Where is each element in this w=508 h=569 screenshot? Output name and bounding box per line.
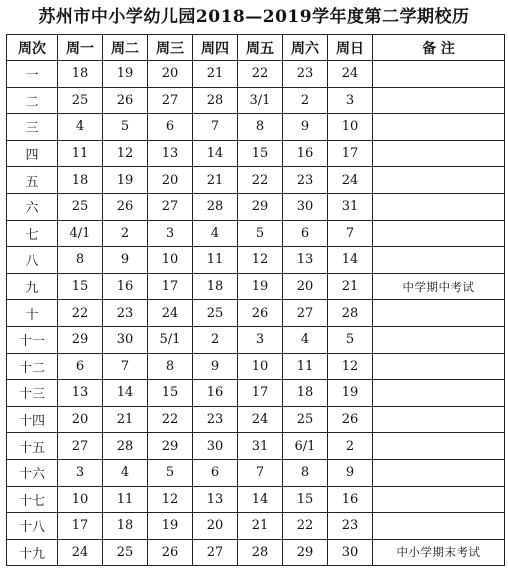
day-cell: 20 xyxy=(283,273,328,300)
day-cell: 12 xyxy=(328,353,373,380)
table-row xyxy=(7,167,505,194)
day-cell: 19 xyxy=(238,273,283,300)
day-cell: 29 xyxy=(148,433,193,460)
day-cell: 17 xyxy=(238,380,283,407)
note-cell: 中学期中考试 xyxy=(373,273,505,300)
day-cell: 28 xyxy=(238,539,283,566)
day-cell: 17 xyxy=(148,273,193,300)
table-row xyxy=(7,353,505,380)
header-saturday: 周六 xyxy=(283,35,328,61)
day-cell: 21 xyxy=(103,406,148,433)
table-row xyxy=(7,459,505,486)
day-cell: 9 xyxy=(103,247,148,274)
header-sunday: 周日 xyxy=(328,35,373,61)
table-row xyxy=(7,539,505,566)
day-cell: 16 xyxy=(328,486,373,513)
table-row xyxy=(7,193,505,220)
day-cell: 14 xyxy=(328,247,373,274)
day-cell: 6/1 xyxy=(283,433,328,460)
day-cell: 8 xyxy=(238,114,283,141)
day-cell: 26 xyxy=(103,193,148,220)
day-cell: 25 xyxy=(58,193,103,220)
day-cell: 8 xyxy=(58,247,103,274)
day-cell: 15 xyxy=(283,486,328,513)
day-cell: 25 xyxy=(193,300,238,327)
week-number-cell: 十四 xyxy=(7,406,58,433)
day-cell: 6 xyxy=(58,353,103,380)
note-cell xyxy=(373,486,505,513)
day-cell: 9 xyxy=(193,353,238,380)
day-cell: 18 xyxy=(58,167,103,194)
day-cell: 5 xyxy=(238,220,283,247)
day-cell: 18 xyxy=(58,61,103,88)
note-cell xyxy=(373,406,505,433)
day-cell: 30 xyxy=(103,326,148,353)
week-number-cell: 六 xyxy=(7,193,58,220)
day-cell: 27 xyxy=(58,433,103,460)
table-row xyxy=(7,114,505,141)
day-cell: 10 xyxy=(238,353,283,380)
page-title: 苏州市中小学幼儿园2018—2019学年度第二学期校历 xyxy=(38,7,470,27)
day-cell: 15 xyxy=(58,273,103,300)
day-cell: 16 xyxy=(283,140,328,167)
week-number-cell: 十八 xyxy=(7,513,58,540)
day-cell: 30 xyxy=(283,193,328,220)
note-cell xyxy=(373,380,505,407)
day-cell: 22 xyxy=(238,167,283,194)
day-cell: 6 xyxy=(148,114,193,141)
day-cell: 29 xyxy=(58,326,103,353)
day-cell: 13 xyxy=(193,486,238,513)
day-cell: 22 xyxy=(238,61,283,88)
table-row xyxy=(7,513,505,540)
note-cell xyxy=(373,140,505,167)
day-cell: 17 xyxy=(328,140,373,167)
day-cell: 3 xyxy=(328,87,373,114)
day-cell: 13 xyxy=(148,140,193,167)
day-cell: 21 xyxy=(193,61,238,88)
table-row xyxy=(7,220,505,247)
week-number-cell: 八 xyxy=(7,247,58,274)
day-cell: 19 xyxy=(148,513,193,540)
table-row xyxy=(7,140,505,167)
week-number-cell: 四 xyxy=(7,140,58,167)
header-friday: 周五 xyxy=(238,35,283,61)
week-number-cell: 九 xyxy=(7,273,58,300)
note-cell xyxy=(373,193,505,220)
day-cell: 6 xyxy=(193,459,238,486)
day-cell: 20 xyxy=(58,406,103,433)
day-cell: 4/1 xyxy=(58,220,103,247)
note-cell xyxy=(373,433,505,460)
day-cell: 24 xyxy=(238,406,283,433)
day-cell: 14 xyxy=(103,380,148,407)
day-cell: 7 xyxy=(193,114,238,141)
day-cell: 27 xyxy=(193,539,238,566)
day-cell: 8 xyxy=(283,459,328,486)
table-row xyxy=(7,433,505,460)
table-row xyxy=(7,247,505,274)
week-number-cell: 十五 xyxy=(7,433,58,460)
day-cell: 25 xyxy=(283,406,328,433)
day-cell: 24 xyxy=(328,167,373,194)
day-cell: 29 xyxy=(238,193,283,220)
day-cell: 26 xyxy=(328,406,373,433)
table-row xyxy=(7,300,505,327)
note-cell xyxy=(373,167,505,194)
day-cell: 12 xyxy=(238,247,283,274)
day-cell: 11 xyxy=(58,140,103,167)
day-cell: 27 xyxy=(148,87,193,114)
day-cell: 27 xyxy=(283,300,328,327)
table-row xyxy=(7,61,505,88)
header-wednesday: 周三 xyxy=(148,35,193,61)
day-cell: 5 xyxy=(328,326,373,353)
table-row xyxy=(7,406,505,433)
day-cell: 11 xyxy=(283,353,328,380)
week-number-cell: 十 xyxy=(7,300,58,327)
day-cell: 15 xyxy=(238,140,283,167)
day-cell: 27 xyxy=(148,193,193,220)
day-cell: 4 xyxy=(58,114,103,141)
day-cell: 18 xyxy=(283,380,328,407)
day-cell: 19 xyxy=(328,380,373,407)
day-cell: 24 xyxy=(328,61,373,88)
week-number-cell: 十七 xyxy=(7,486,58,513)
day-cell: 3/1 xyxy=(238,87,283,114)
note-cell xyxy=(373,87,505,114)
day-cell: 4 xyxy=(283,326,328,353)
day-cell: 9 xyxy=(283,114,328,141)
day-cell: 4 xyxy=(103,459,148,486)
school-calendar-table xyxy=(6,34,505,566)
day-cell: 3 xyxy=(58,459,103,486)
day-cell: 9 xyxy=(328,459,373,486)
header-monday: 周一 xyxy=(58,35,103,61)
note-cell xyxy=(373,459,505,486)
day-cell: 23 xyxy=(193,406,238,433)
day-cell: 13 xyxy=(58,380,103,407)
week-number-cell: 十二 xyxy=(7,353,58,380)
day-cell: 18 xyxy=(193,273,238,300)
header-row xyxy=(7,35,505,61)
day-cell: 20 xyxy=(193,513,238,540)
note-cell xyxy=(373,247,505,274)
day-cell: 28 xyxy=(193,87,238,114)
note-cell xyxy=(373,353,505,380)
week-number-cell: 十一 xyxy=(7,326,58,353)
day-cell: 24 xyxy=(148,300,193,327)
day-cell: 7 xyxy=(328,220,373,247)
day-cell: 17 xyxy=(58,513,103,540)
day-cell: 26 xyxy=(148,539,193,566)
table-row xyxy=(7,380,505,407)
day-cell: 30 xyxy=(193,433,238,460)
day-cell: 28 xyxy=(103,433,148,460)
day-cell: 31 xyxy=(328,193,373,220)
week-number-cell: 十六 xyxy=(7,459,58,486)
day-cell: 23 xyxy=(103,300,148,327)
day-cell: 16 xyxy=(193,380,238,407)
day-cell: 23 xyxy=(283,61,328,88)
day-cell: 25 xyxy=(58,87,103,114)
day-cell: 30 xyxy=(328,539,373,566)
day-cell: 2 xyxy=(193,326,238,353)
day-cell: 7 xyxy=(103,353,148,380)
day-cell: 2 xyxy=(283,87,328,114)
week-number-cell: 十九 xyxy=(7,539,58,566)
day-cell: 10 xyxy=(328,114,373,141)
day-cell: 22 xyxy=(148,406,193,433)
day-cell: 2 xyxy=(103,220,148,247)
day-cell: 8 xyxy=(148,353,193,380)
table-row xyxy=(7,326,505,353)
day-cell: 14 xyxy=(238,486,283,513)
day-cell: 26 xyxy=(103,87,148,114)
day-cell: 28 xyxy=(193,193,238,220)
day-cell: 22 xyxy=(283,513,328,540)
day-cell: 11 xyxy=(193,247,238,274)
day-cell: 10 xyxy=(148,247,193,274)
day-cell: 3 xyxy=(148,220,193,247)
day-cell: 5 xyxy=(103,114,148,141)
header-week: 周次 xyxy=(7,35,58,61)
note-cell xyxy=(373,61,505,88)
day-cell: 12 xyxy=(148,486,193,513)
day-cell: 6 xyxy=(283,220,328,247)
table-row xyxy=(7,273,505,300)
day-cell: 28 xyxy=(328,300,373,327)
note-cell xyxy=(373,114,505,141)
day-cell: 21 xyxy=(238,513,283,540)
day-cell: 7 xyxy=(238,459,283,486)
week-number-cell: 五 xyxy=(7,167,58,194)
day-cell: 23 xyxy=(283,167,328,194)
day-cell: 26 xyxy=(238,300,283,327)
day-cell: 29 xyxy=(283,539,328,566)
day-cell: 3 xyxy=(238,326,283,353)
day-cell: 22 xyxy=(58,300,103,327)
day-cell: 19 xyxy=(103,167,148,194)
header-notes: 备 注 xyxy=(373,35,505,61)
day-cell: 20 xyxy=(148,167,193,194)
day-cell: 25 xyxy=(103,539,148,566)
note-cell xyxy=(373,326,505,353)
header-tuesday: 周二 xyxy=(103,35,148,61)
week-number-cell: 一 xyxy=(7,61,58,88)
day-cell: 18 xyxy=(103,513,148,540)
week-number-cell: 二 xyxy=(7,87,58,114)
day-cell: 5/1 xyxy=(148,326,193,353)
table-row xyxy=(7,486,505,513)
day-cell: 16 xyxy=(103,273,148,300)
day-cell: 10 xyxy=(58,486,103,513)
day-cell: 15 xyxy=(148,380,193,407)
note-cell xyxy=(373,300,505,327)
week-number-cell: 十三 xyxy=(7,380,58,407)
note-cell xyxy=(373,220,505,247)
day-cell: 24 xyxy=(58,539,103,566)
day-cell: 4 xyxy=(193,220,238,247)
day-cell: 21 xyxy=(328,273,373,300)
day-cell: 21 xyxy=(193,167,238,194)
day-cell: 20 xyxy=(148,61,193,88)
week-number-cell: 三 xyxy=(7,114,58,141)
day-cell: 11 xyxy=(103,486,148,513)
note-cell: 中小学期末考试 xyxy=(373,539,505,566)
week-number-cell: 七 xyxy=(7,220,58,247)
day-cell: 14 xyxy=(193,140,238,167)
day-cell: 13 xyxy=(283,247,328,274)
day-cell: 31 xyxy=(238,433,283,460)
day-cell: 19 xyxy=(103,61,148,88)
note-cell xyxy=(373,513,505,540)
day-cell: 2 xyxy=(328,433,373,460)
day-cell: 12 xyxy=(103,140,148,167)
day-cell: 5 xyxy=(148,459,193,486)
table-row xyxy=(7,87,505,114)
calendar-body xyxy=(7,61,505,566)
day-cell: 23 xyxy=(328,513,373,540)
header-thursday: 周四 xyxy=(193,35,238,61)
